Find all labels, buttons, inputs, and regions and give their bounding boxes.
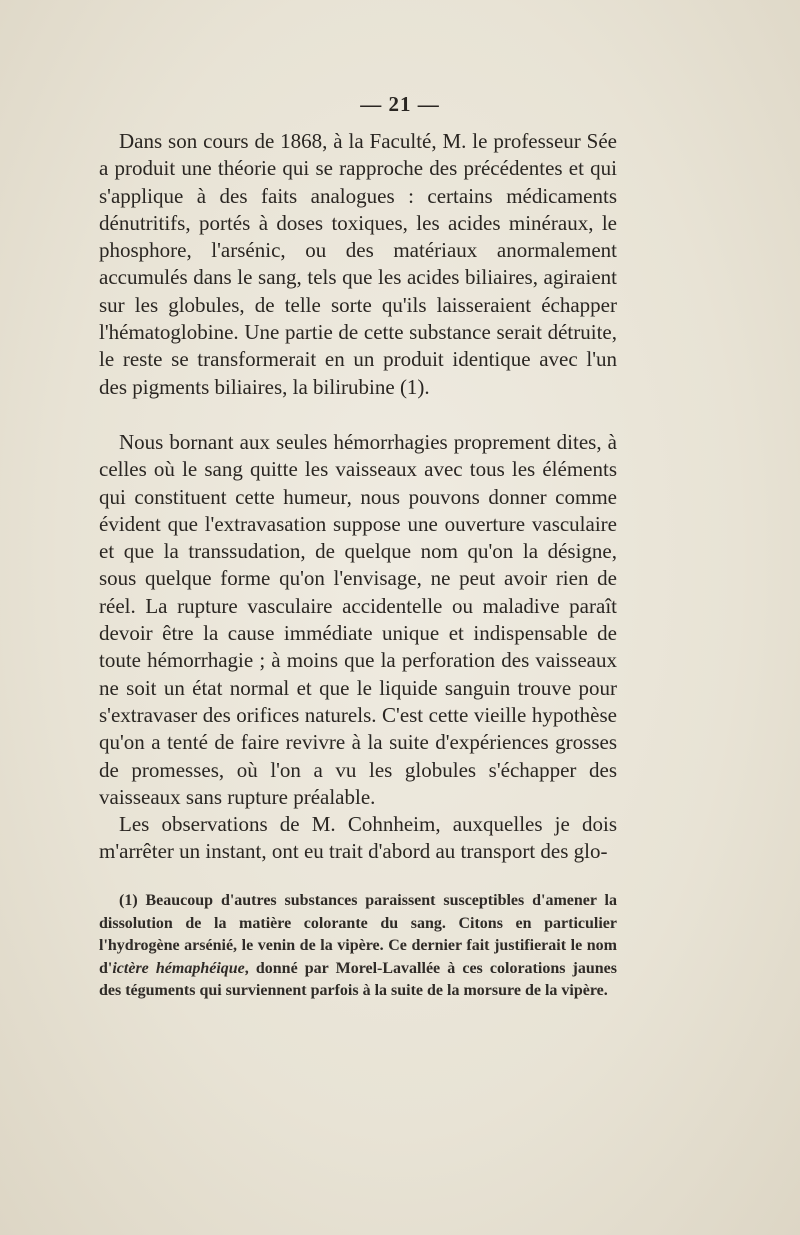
footnote-1	[99, 890, 617, 1003]
paragraph-1: Dans son cours de 1868, à la Faculté, M. le professeur Sée a produit une théorie qui se rapproche des précédentes et qui s'applique à des faits analogues : certains médicaments dénutritifs, portés à doses toxiques, les acides minéraux, le phosphore, l'arsénic, ou des matériaux anormalement accumulés dans le sang, tels que les acides biliaires, agiraient sur les globules, de telle sorte qu'ils laisseraient échapper l'hématoglobine. Une partie de cette substance serait détruite, le reste se transformerait en un produit identique avec l'un des pigments biliaires, la bilirubine (1).	[99, 129, 617, 399]
paragraph-2: Nous bornant aux seules hémorrhagies proprement dites, à celles où le sang quitte les vaisseaux avec tous les éléments qui constituent cette humeur, nous pouvons donner comme évident que l'extravasation suppose une ouverture vasculaire et que la transsudation, de quelque nom qu'on la désigne, sous quelque forme qu'on l'envisage, ne peut avoir rien de réel. La rupture vasculaire accidentelle ou maladive paraît devoir être la cause immédiate unique et indispensable de toute hémorrhagie ; à moins que la perforation des vaisseaux ne soit un état normal et que le liquide sanguin trouve pour s'extravaser des orifices naturels. C'est cette vieille hypothèse qu'on a tenté de faire revivre à la suite d'expériences grosses de promesses, où l'on a vu les globules s'échapper des vaisseaux sans rupture préalable.	[99, 429, 617, 809]
page-number: — 21 —	[360, 92, 440, 116]
footnote	[99, 890, 617, 1003]
footnote-italic-term: ictère hémaphéique	[112, 959, 245, 977]
paragraph-3: Les observations de M. Cohnheim, auxquelles je dois m'arrêter un instant, ont eu trait d'abord au transport des glo-	[99, 812, 617, 864]
footnote-text-start: (1) Beaucoup d'autres substances paraissent susceptibles d'amener la dissolution de la matière colorante du sang. Citons en particulier l'hydrogène arsénié, le venin de la vipère. Ce dernier fait justifierait le nom d'	[99, 892, 617, 977]
footnote-text-end: , donné par Morel-Lavallée à ces colorations jaunes des téguments qui surviennent parfois à la suite de la morsure de la vipère.	[99, 959, 617, 999]
main-text	[99, 128, 617, 866]
